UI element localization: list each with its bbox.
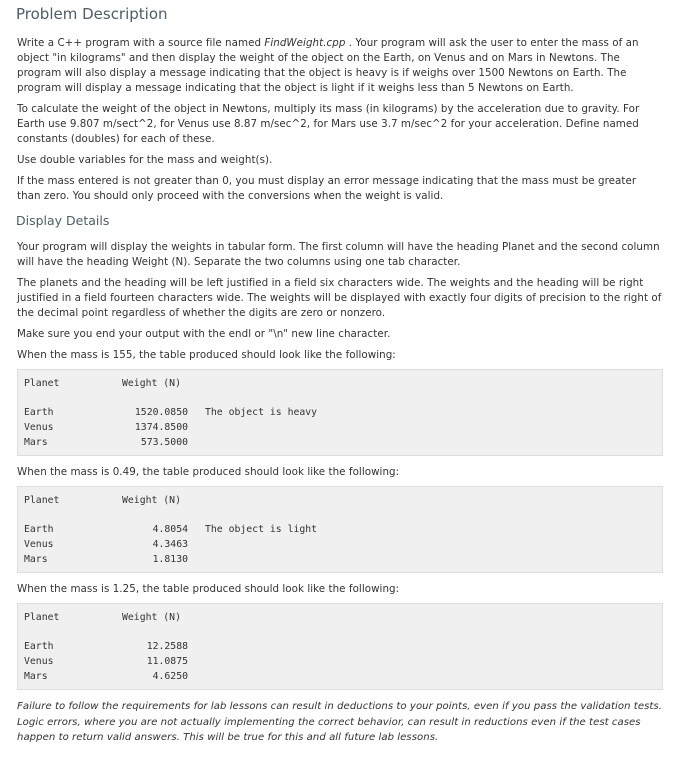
header-planet: Planet — [24, 612, 60, 623]
message-cell — [188, 639, 205, 654]
message-cell: The object is heavy — [205, 407, 318, 418]
table-row — [24, 669, 662, 684]
weight-cell: 4.8054 — [152, 524, 188, 535]
message-cell — [188, 654, 205, 669]
example-caption: When the mass is 155, the table produced should look like the following: — [17, 349, 396, 361]
message-cell — [188, 537, 205, 552]
planet-cell: Earth — [24, 407, 54, 418]
table-row — [24, 420, 662, 435]
header-weight: Weight (N) — [122, 495, 181, 506]
intro-paragraph-2: To calculate the weight of the object in Newtons, multiply its mass (in kilograms) by the acceleration due to gravity. For Earth use 9.807 m/sect^2, for Venus use 8.87 m/sec^2, for Mars use 3.7 m/sec^2 for your acceleration. Define named constants (doubles) for each of these. — [17, 103, 640, 145]
weight-cell: 4.3463 — [152, 539, 188, 550]
intro-paragraph-3: Use double variables for the mass and weight(s). — [17, 154, 273, 166]
display-paragraph-1: Your program will display the weights in tabular form. The first column will have the heading Planet and the second column will have the heading Weight (N). Separate the two columns using one tab character. — [17, 241, 660, 268]
table-row — [24, 537, 662, 552]
example-caption: When the mass is 0.49, the table produced should look like the following: — [17, 466, 400, 478]
planet-cell: Venus — [24, 422, 54, 433]
example-output-box — [17, 486, 663, 573]
intro-paragraph-4: If the mass entered is not greater than 0, you must display an error message indicating that the mass must be greater than zero. You should only proceed with the conversions when the weight is valid. — [17, 175, 637, 202]
display-paragraph-2: The planets and the heading will be left justified in a field six characters wide. The weights and the heading will be right justified in a field fourteen characters wide. The weights will be displayed with exactly four digits of precision to the right of the decimal point regardless of whether the digits are zero or nonzero. — [17, 277, 662, 319]
page-title: Problem Description — [16, 5, 168, 23]
display-details-title: Display Details — [16, 213, 110, 228]
weight-cell: 1374.8500 — [134, 422, 188, 433]
planet-cell: Earth — [24, 641, 54, 652]
message-cell — [188, 420, 205, 435]
example-output-box — [17, 603, 663, 690]
intro-text-a: Write a C++ program with a source file named — [17, 37, 265, 49]
table-header-row — [24, 493, 662, 508]
display-paragraph-3: Make sure you end your output with the endl or "\n" new line character. — [17, 328, 391, 340]
message-cell — [188, 435, 205, 450]
source-filename: FindWeight.cpp — [264, 37, 346, 49]
table-row — [24, 654, 662, 669]
weight-cell: 573.5000 — [140, 437, 188, 448]
example-caption: When the mass is 1.25, the table produced should look like the following: — [17, 583, 400, 595]
planet-cell: Mars — [24, 554, 48, 565]
weight-cell: 1.8130 — [152, 554, 188, 565]
planet-cell: Venus — [24, 656, 54, 667]
table-header-row — [24, 610, 662, 625]
table-row — [24, 435, 662, 450]
message-cell — [188, 669, 205, 684]
example-output-box — [17, 369, 663, 456]
header-weight: Weight (N) — [122, 378, 181, 389]
planet-cell: Earth — [24, 524, 54, 535]
weight-cell: 1520.0850 — [134, 407, 188, 418]
intro-text-b: . Your program will ask the user to enter the mass of an object "in kilograms" and then display the weight of the object on the Earth, on Venus and on Mars in Newtons. The program will also display a message indicating that the object is heavy is if weighs over 1500 Newtons on Earth. The program will display a message indicating that the object is light if it weighs less than 5 Newtons on Earth. — [17, 37, 639, 94]
planet-cell: Venus — [24, 539, 54, 550]
table-row — [24, 522, 662, 537]
table-header-row — [24, 376, 662, 391]
planet-cell: Mars — [24, 671, 48, 682]
message-cell: The object is light — [205, 524, 318, 535]
message-cell — [188, 552, 205, 567]
table-row — [24, 552, 662, 567]
table-row — [24, 405, 662, 420]
header-weight: Weight (N) — [122, 612, 181, 623]
planet-cell: Mars — [24, 437, 48, 448]
table-row — [24, 639, 662, 654]
footer-note: Failure to follow the requirements for lab lessons can result in deductions to your points, even if you pass the validation tests. Logic errors, where you are not actually implementing the correct behavior, can result in reductions even if the test cases happen to return valid answers. This will be true for this and all future lab lessons. — [17, 701, 662, 743]
problem-page — [0, 5, 680, 746]
weight-cell: 11.0875 — [146, 656, 188, 667]
header-planet: Planet — [24, 378, 60, 389]
header-planet: Planet — [24, 495, 60, 506]
intro-paragraph-1 — [17, 36, 663, 96]
weight-cell: 4.6250 — [152, 671, 188, 682]
weight-cell: 12.2588 — [146, 641, 188, 652]
